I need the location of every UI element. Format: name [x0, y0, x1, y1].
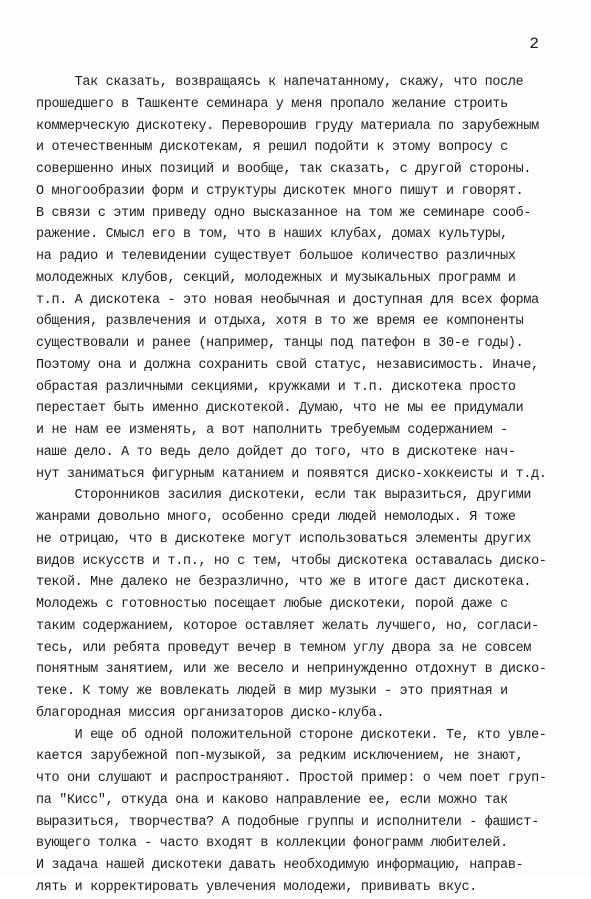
text-line: вующего толка - часто входят в коллекции фонограмм любителей.: [36, 836, 508, 852]
text-line: и не нам ее изменять, а вот наполнить требуемым содержанием -: [36, 423, 508, 438]
text-line: молодежных клубов, секций, молодежных и музыкальных программ и: [36, 270, 516, 286]
text-line: па "Кисс", откуда она и каково направление ее, если можно так: [36, 792, 508, 808]
text-line: благородная миссия организаторов диско-клуба.: [36, 705, 385, 721]
text-line: что они слушают и распространяют. Простой пример: о чем поет груп-: [36, 771, 547, 786]
text-line: выразиться, творчества? А подобные группы и исполнители - фашист-: [36, 814, 539, 830]
text-line: и отечественным дискотекам, я решил подойти к этому вопросу с: [36, 140, 508, 156]
text-line: коммерческую дискотеку. Перевоpoшив груду материала по зарубежным: [36, 118, 539, 134]
text-line: не отрицаю, что в дискотеке могут использоваться элементы других: [36, 531, 532, 547]
text-line: Поэтому она и должна сохранить свой статус, независимость. Иначе,: [36, 357, 539, 373]
document-body-text: [36, 72, 576, 899]
text-line: обрастая различными секциями, кружками и т.п. дискотека просто: [36, 379, 516, 395]
text-line: текой. Мне далеко не безразлично, что же в итоге даст дискотека.: [36, 575, 532, 591]
text-line: т.п. А дискотека - это новая необычная и доступная для всех форма: [36, 292, 539, 308]
text-line: тесь, или ребята проведут вечер в темном углу двора за не совсем: [36, 640, 532, 656]
text-line: О многообразии форм и структуры дискотек много пишут и говорят.: [36, 183, 524, 199]
text-line: совершенно иных позиций и вообще, так сказать, с другой стороны.: [36, 162, 532, 177]
text-line: теке. К тому же вовлекать людей в мир музыки - это приятная и: [36, 684, 508, 699]
page-number: 2: [529, 35, 539, 53]
text-line: видов искусств и т.п., но с тем, чтобы дискотека оставалась диско-: [36, 553, 547, 569]
text-line: жанрами довольно много, особенно среди людей немолодых. Я тоже: [36, 510, 516, 525]
text-line: общения, развлечения и отдыха, хотя в то же время ее компоненты: [36, 314, 524, 330]
text-line: прошедшего в Ташкенте семинара у меня пропало желание строить: [36, 96, 508, 112]
text-line: Сторонников засилия дискотеки, если так выразиться, другими: [36, 488, 532, 504]
text-line: Так сказать, возвращаясь к напечатанному, скажу, что после: [36, 75, 524, 90]
text-line: И еще об одной положительной стороне дискотеки. Те, кто увле-: [36, 727, 547, 743]
text-line: существовали и ранее (например, танцы под патефон в 30-е годы).: [36, 336, 524, 351]
text-line: кается зарубежной поп-музыкой, за редким исключением, не знают,: [36, 749, 524, 765]
text-line: В связи с этим приведу одно высказанное на том же семинаре сооб-: [36, 205, 532, 221]
text-line: И задача нашей дискотеки давать необходимую информацию, направ-: [36, 858, 524, 873]
text-line: лять и корректировать увлечения молодежи, прививать вкус.: [36, 879, 477, 895]
text-line: нут заниматься фигурным катанием и появятся диско-хоккеисты и т.д.: [36, 466, 547, 482]
text-line: таким содержанием, которое оставляет желать лучшего, но, согласи-: [36, 618, 539, 634]
text-line: Молодежь с готовностью посещает любые дискотеки, порой даже с: [36, 597, 508, 612]
text-line: понятным занятием, или же весело и непринужденно отдохнут в диско-: [36, 662, 547, 678]
text-line: на радио и телевидении существует большое количество различных: [36, 249, 516, 264]
text-line: наше дело. А то ведь дело дойдет до того, что в дискотеке нач-: [36, 444, 516, 460]
text-line: перестает быть именно дискотекой. Думаю, что не мы ее придумали: [36, 401, 524, 417]
text-line: ражение. Смысл его в том, что в наших клубах, домах культуры,: [36, 227, 508, 243]
